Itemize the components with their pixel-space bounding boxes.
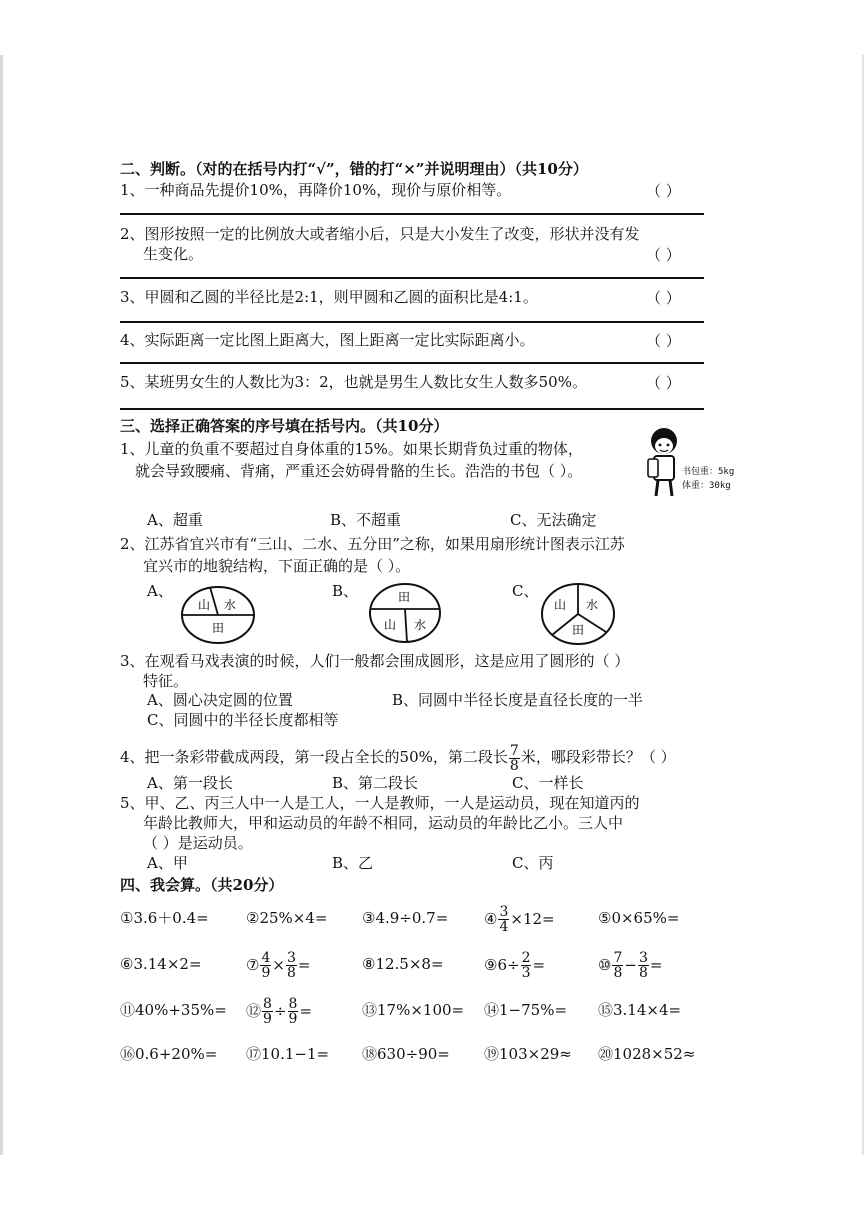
calc-3: ③4.9÷0.7= — [362, 909, 449, 927]
pie-a-sector-water: 水 — [224, 598, 237, 612]
q4-option-a[interactable]: A、第一段长 — [147, 774, 233, 792]
calc-2: ②25%×4= — [246, 909, 328, 927]
answer-line-2 — [120, 277, 704, 279]
answer-line-4 — [120, 362, 704, 364]
q1-option-a[interactable]: A、超重 — [147, 511, 203, 529]
calc-4: ④ $\frac{3}{4}$ ×12= — [484, 903, 555, 935]
calc-7: ⑦ $\frac{4}{9}$ × $\frac{3}{8}$ = — [246, 949, 311, 981]
calc-12: ⑫ $\frac{8}{9}$ ÷ $\frac{8}{9}$ = — [246, 995, 313, 1027]
q3-line1: 3、在观看马戏表演的时候，人们一般都会围成圆形，这是应用了圆形的（ ） — [120, 652, 630, 670]
q3-option-c[interactable]: C、同圆中的半径长度都相等 — [147, 711, 339, 729]
q3-option-a[interactable]: A、圆心决定圆的位置 — [147, 691, 293, 709]
q2-option-b-letter[interactable]: B、 — [332, 582, 359, 600]
q2-option-c-letter[interactable]: C、 — [512, 582, 539, 600]
calc-20: ⑳1028×52≈ — [598, 1045, 696, 1063]
calc-13: ⑬17%×100= — [362, 1001, 465, 1019]
calc-6: ⑥3.14×2= — [120, 955, 202, 973]
q5-option-b[interactable]: B、乙 — [332, 854, 374, 872]
section4-heading: 四、我会算。（共20分） — [120, 876, 284, 894]
pie-a-sector-mountain: 山 — [198, 598, 211, 612]
q4-option-b[interactable]: B、第二段长 — [332, 774, 419, 792]
q5-line2: 年龄比教师大，甲和运动员的年龄不相同，运动员的年龄比乙小。三人中 — [143, 814, 624, 832]
q4-fraction: $\frac{7}{8}$ — [509, 742, 519, 774]
tf-answer-5[interactable]: （ ） — [646, 374, 681, 392]
tf-item-3: 3、甲圆和乙圆的半径比是2:1，则甲圆和乙圆的面积比是4:1。 — [120, 288, 538, 306]
calc-19: ⑲103×29≈ — [484, 1045, 572, 1063]
bag-weight-label: 书包重：5kg — [682, 467, 735, 477]
q2-option-a-letter[interactable]: A、 — [147, 582, 173, 600]
calc-11: ⑪40%+35%= — [120, 1001, 227, 1019]
calc-8: ⑧12.5×8= — [362, 955, 444, 973]
pie-chart-c[interactable] — [540, 582, 616, 646]
section3-heading: 三、选择正确答案的序号填在括号内。（共10分） — [120, 417, 449, 435]
calc-14: ⑭1−75%= — [484, 1001, 568, 1019]
q5-line1: 5、甲、乙、丙三人中一人是工人，一人是教师，一人是运动员，现在知道丙的 — [120, 794, 640, 812]
body-weight-label: 体重：30kg — [682, 481, 731, 491]
tf-item-4: 4、实际距离一定比图上距离大，图上距离一定比实际距离小。 — [120, 331, 535, 349]
tf-item-2-line1: 2、图形按照一定的比例放大或者缩小后，只是大小发生了改变，形状并没有发 — [120, 225, 640, 243]
q2-line1: 2、江苏省宜兴市有“三山、二水、五分田”之称，如果用扇形统计图表示江苏 — [120, 535, 625, 553]
calc-10: ⑩ $\frac{7}{8}$ − $\frac{3}{8}$ = — [598, 949, 663, 981]
q5-option-a[interactable]: A、甲 — [147, 854, 188, 872]
answer-line-5 — [120, 408, 704, 410]
q2-line2: 宜兴市的地貌结构，下面正确的是（ ）。 — [143, 557, 411, 575]
calc-16: ⑯0.6+20%= — [120, 1045, 218, 1063]
tf-item-5: 5、某班男女生的人数比为3：2，也就是男生人数比女生人数多50%。 — [120, 373, 587, 391]
q3-line2: 特征。 — [143, 672, 189, 690]
tf-answer-4[interactable]: （ ） — [646, 332, 681, 350]
q1-line1: 1、儿童的负重不要超过自身体重的15%。如果长期背负过重的物体， — [120, 440, 583, 458]
answer-line-1 — [120, 213, 704, 215]
q3-option-b[interactable]: B、同圆中半径长度是直径长度的一半 — [392, 691, 644, 709]
scan-edge-right — [862, 55, 864, 1155]
calc-15: ⑮3.14×4= — [598, 1001, 682, 1019]
tf-answer-1[interactable]: （ ） — [646, 182, 681, 200]
pie-c-sector-mountain: 山 — [554, 598, 567, 612]
calc-17: ⑰10.1−1= — [246, 1045, 330, 1063]
q4-option-c[interactable]: C、一样长 — [512, 774, 584, 792]
pie-c-sector-field: 田 — [572, 623, 585, 637]
pie-chart-a[interactable] — [180, 585, 256, 645]
q5-line3: （ ）是运动员。 — [143, 834, 253, 852]
pie-chart-b[interactable] — [368, 582, 442, 644]
pie-b-sector-water: 水 — [414, 618, 427, 632]
q1-line2: 就会导致腰痛、背痛，严重还会妨碍骨骼的生长。浩浩的书包（ ）。 — [135, 462, 583, 480]
q5-option-c[interactable]: C、丙 — [512, 854, 554, 872]
calc-1: ①3.6＋0.4= — [120, 909, 209, 927]
calc-9: ⑨6÷ $\frac{2}{3}$ = — [484, 949, 546, 981]
q4-line — [120, 737, 676, 777]
scan-edge-left — [0, 55, 3, 1155]
section2-heading: 二、判断。（对的在括号内打“√”，错的打“×”并说明理由）（共10分） — [120, 160, 588, 178]
tf-answer-2[interactable]: （ ） — [646, 246, 681, 264]
calc-5: ⑤0×65%= — [598, 909, 680, 927]
answer-line-3 — [120, 321, 704, 323]
pie-c-sector-water: 水 — [586, 598, 599, 612]
q1-option-b[interactable]: B、不超重 — [330, 511, 402, 529]
tf-answer-3[interactable]: （ ） — [646, 289, 681, 307]
q1-option-c[interactable]: C、无法确定 — [510, 511, 597, 529]
q4-text-after: 米，哪段彩带长？（ ） — [520, 748, 676, 766]
pie-b-sector-mountain: 山 — [384, 618, 397, 632]
pie-b-sector-field: 田 — [398, 590, 411, 604]
tf-item-2-line2: 生变化。 — [143, 245, 204, 263]
tf-item-1: 1、一种商品先提价10%，再降价10%，现价与原价相等。 — [120, 181, 512, 199]
calc-18: ⑱630÷90= — [362, 1045, 450, 1063]
pie-a-sector-field: 田 — [212, 621, 225, 635]
q4-text-before: 4、把一条彩带截成两段，第一段占全长的50%，第二段长 — [120, 748, 508, 766]
